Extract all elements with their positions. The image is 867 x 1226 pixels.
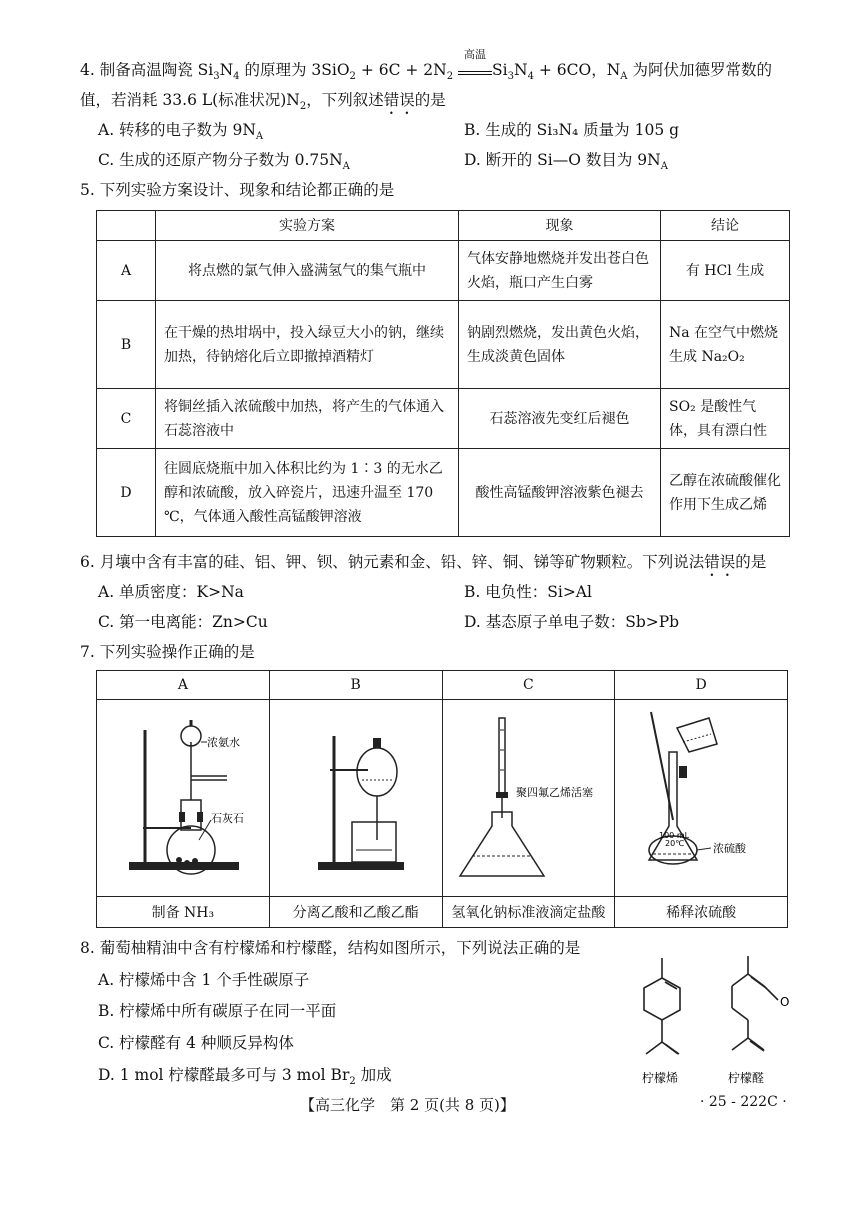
svg-text:石灰石: 石灰石 xyxy=(210,812,244,825)
apparatus-b[interactable] xyxy=(269,700,442,897)
table-header: A xyxy=(97,671,270,700)
q8-option-c[interactable]: C. 柠檬醛有 4 种顺反异构体 xyxy=(98,1034,294,1052)
table-header: C xyxy=(442,671,615,700)
caption-c: 氢氧化钠标准液滴定盐酸 xyxy=(442,897,615,928)
q8-option-b[interactable]: B. 柠檬烯中所有碳原子在同一平面 xyxy=(98,1002,337,1020)
q6-option-c[interactable]: C. 第一电离能：Zn>Cu xyxy=(98,613,268,631)
table-header: 结论 xyxy=(661,211,790,241)
svg-text:聚四氟乙烯活塞: 聚四氟乙烯活塞 xyxy=(516,786,594,799)
reaction-condition: 高温 xyxy=(458,63,492,75)
table-header xyxy=(97,211,156,241)
emphasis-text: 错误 xyxy=(383,91,415,109)
caption-b: 分离乙酸和乙酸乙酯 xyxy=(269,897,442,928)
titration-diagram xyxy=(444,700,612,892)
q5-stem: 5. 下列实验方案设计、现象和结论都正确的是 xyxy=(80,181,395,199)
q8-option-d[interactable]: D. 1 mol 柠檬醛最多可与 3 mol $Br_2$ 加成 xyxy=(98,1066,392,1088)
table-row: A 将点燃的氯气伸入盛满氢气的集气瓶中 气体安静地燃烧并发出苍白色火焰，瓶口产生白雾 有 HCl 生成 xyxy=(97,241,790,301)
svg-text:20℃: 20℃ xyxy=(665,839,685,848)
apparatus-c[interactable] xyxy=(442,700,615,897)
q6-option-a[interactable]: A. 单质密度：K>Na xyxy=(98,583,244,601)
separatory-funnel-diagram xyxy=(272,700,440,892)
q4-option-c[interactable]: C. 生成的还原产物分子数为 $0.75N_A$ xyxy=(98,151,350,173)
nh3-apparatus-diagram xyxy=(99,700,267,892)
molecule-structures xyxy=(618,950,808,1090)
table-header: D xyxy=(615,671,788,700)
q4-option-d[interactable]: D. 断开的 Si—O 数目为 $9N_A$ xyxy=(464,151,668,173)
citral-structure xyxy=(732,956,778,1051)
q8-option-a[interactable]: A. 柠檬烯中含 1 个手性碳原子 xyxy=(98,971,310,989)
dilution-diagram xyxy=(617,700,785,892)
apparatus-a[interactable] xyxy=(97,700,270,897)
q7-stem: 7. 下列实验操作正确的是 xyxy=(80,643,255,661)
table-header: 实验方案 xyxy=(156,211,459,241)
q6-stem: 6. 月壤中含有丰富的硅、铝、钾、钡、钠元素和金、铅、锌、铜、锑等矿物颗粒。下列说法错误的是 xyxy=(80,553,767,571)
q6-option-d[interactable]: D. 基态原子单电子数：Sb>Pb xyxy=(464,613,680,631)
caption-a: 制备 NH₃ xyxy=(97,897,270,928)
page-footer: 【高三化学 第 2 页(共 8 页)】 xyxy=(300,1096,515,1114)
table-header: 现象 xyxy=(459,211,661,241)
table-row: C 将铜丝插入浓硫酸中加热，将产生的气体通入石蕊溶液中 石蕊溶液先变红后褪色 SO₂ 是酸性气体，具有漂白性 xyxy=(97,389,790,449)
citral-label: 柠檬醛 xyxy=(728,1071,765,1085)
apparatus-d[interactable] xyxy=(615,700,788,897)
svg-text:浓氨水: 浓氨水 xyxy=(206,736,240,749)
q8-stem: 8. 葡萄柚精油中含有柠檬烯和柠檬醛，结构如图所示，下列说法正确的是 xyxy=(80,939,581,957)
q4-stem: 4. 制备高温陶瓷 $Si_3N_4$ 的原理为 $3SiO_2 + 6C + 2N_2$ 高温 $Si_3N_4 + 6CO$，$N_A$ 为阿伏加德罗常数的 xyxy=(80,48,772,83)
q4-option-a[interactable]: A. 转移的电子数为 $9N_A$ xyxy=(98,121,264,143)
table-header: B xyxy=(269,671,442,700)
table-row: D 往圆底烧瓶中加入体积比约为 1∶3 的无水乙醇和浓硫酸，放入碎瓷片，迅速升温至 170 ℃，气体通入酸性高锰酸钾溶液 酸性高锰酸钾溶液紫色褪去 乙醇在浓硫酸催化作用下生成乙烯 xyxy=(97,449,790,537)
caption-d: 稀释浓硫酸 xyxy=(615,897,788,928)
paper-code: · 25 - 222C · xyxy=(700,1094,787,1110)
oxygen-label: O xyxy=(780,995,790,1009)
limonene-label: 柠檬烯 xyxy=(642,1071,679,1085)
q4-option-b[interactable]: B. 生成的 Si₃N₄ 质量为 105 g xyxy=(464,121,680,139)
limonene-structure xyxy=(644,958,680,1054)
table-row: B 在干燥的热坩埚中，投入绿豆大小的钠，继续加热，待钠熔化后立即撤掉酒精灯 钠剧烈燃烧，发出黄色火焰，生成淡黄色固体 Na 在空气中燃烧生成 Na₂O₂ xyxy=(97,301,790,389)
q7-table xyxy=(96,670,788,928)
q4-stem-line2: 值，若消耗 33.6 L(标准状况)$N_2$，下列叙述错误的是 xyxy=(80,91,446,113)
q6-option-b[interactable]: B. 电负性：Si>Al xyxy=(464,583,592,601)
svg-text:浓硫酸: 浓硫酸 xyxy=(713,842,747,855)
svg-text:100 mL: 100 mL xyxy=(659,831,690,840)
q5-table xyxy=(96,210,790,537)
